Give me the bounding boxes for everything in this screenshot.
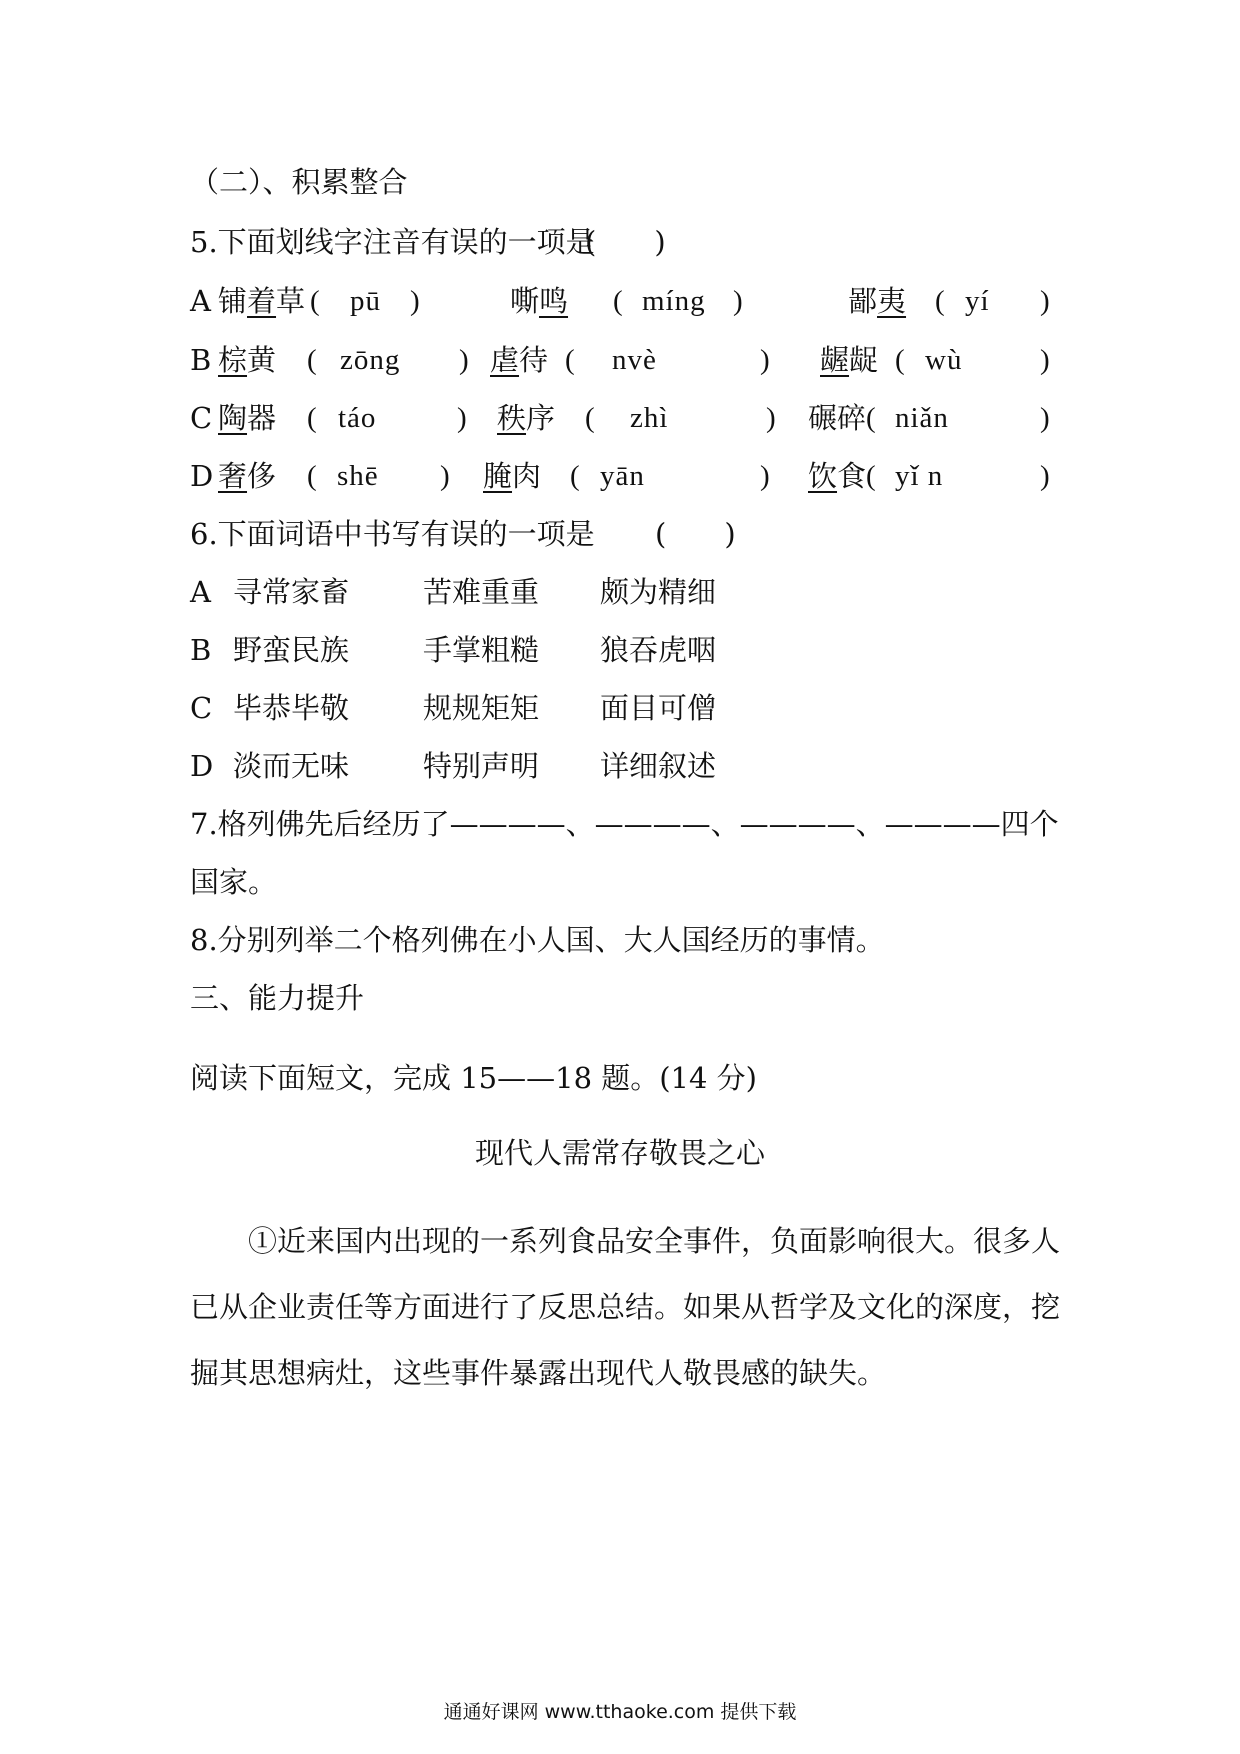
q5-option-letter: A	[190, 284, 211, 318]
q5-option-letter: B	[190, 343, 212, 377]
question-7-line1: 7.格列佛先后经历了————、————、————、————四个	[190, 807, 1059, 841]
q5-word: 碾碎	[808, 401, 867, 435]
q5-paren-close: )	[1040, 285, 1051, 317]
question-5-answer-paren: ( )	[585, 225, 666, 259]
footer-credit: 通通好课网 www.tthaoke.com 提供下载	[443, 1701, 797, 1723]
q5-paren-close: )	[410, 285, 421, 317]
q5-paren-close: )	[440, 460, 451, 492]
q6-word: 苦难重重	[423, 575, 540, 609]
q5-paren-open: (	[866, 402, 877, 434]
q6-word: 面目可僧	[600, 691, 717, 725]
q5-paren-open: (	[585, 402, 596, 434]
q5-paren-close: )	[1040, 402, 1051, 434]
q5-pinyin: niǎn	[895, 402, 949, 434]
q6-word: 手掌粗糙	[423, 633, 540, 667]
q6-word: 规规矩矩	[423, 691, 540, 725]
q5-pinyin: yǐ n	[895, 460, 944, 492]
q5-paren-open: (	[935, 285, 946, 317]
q6-word: 详细叙述	[600, 749, 717, 783]
q6-option-letter: D	[190, 749, 214, 783]
q5-pinyin: pū	[350, 285, 381, 317]
q5-paren-open: (	[565, 344, 576, 376]
q6-option-letter: A	[190, 575, 211, 609]
q5-word: 鄙夷	[848, 284, 907, 318]
q5-option-letter: C	[190, 401, 213, 435]
q5-paren-open: (	[307, 402, 318, 434]
q6-option-letter: C	[190, 691, 213, 725]
q5-paren-open: (	[895, 344, 906, 376]
q5-word: 虐待	[490, 343, 549, 377]
q5-paren-close: )	[760, 344, 771, 376]
q5-paren-open: (	[310, 285, 321, 317]
essay-title: 现代人需常存敬畏之心	[474, 1136, 765, 1170]
q5-paren-close: )	[459, 344, 470, 376]
q5-pinyin: táo	[338, 402, 377, 434]
question-7-line2: 国家。	[190, 865, 278, 899]
question-6-answer-paren: ( )	[655, 517, 736, 551]
q6-word: 寻常家畜	[233, 575, 350, 609]
q5-pinyin: míng	[642, 285, 706, 317]
q5-word: 龌龊	[820, 343, 879, 377]
q5-pinyin: wù	[925, 344, 963, 376]
q5-paren-close: )	[760, 460, 771, 492]
q5-paren-open: (	[307, 460, 318, 492]
q6-word: 毕恭毕敬	[233, 691, 350, 725]
q5-word: 秩序	[497, 401, 556, 435]
q6-option-letter: B	[190, 633, 212, 667]
q5-paren-open: (	[613, 285, 624, 317]
q6-word: 颇为精细	[600, 575, 717, 609]
q5-word: 棕黄	[218, 343, 277, 377]
q5-word: 陶器	[218, 401, 277, 435]
q5-pinyin: zhì	[630, 402, 669, 434]
q5-paren-close: )	[766, 402, 777, 434]
q6-word: 野蛮民族	[233, 633, 350, 667]
q6-word: 狼吞虎咽	[600, 633, 717, 667]
q5-paren-close: )	[457, 402, 468, 434]
q5-word: 嘶鸣	[510, 284, 569, 318]
question-6-stem: 6.下面词语中书写有误的一项是	[190, 517, 595, 551]
q5-paren-close: )	[733, 285, 744, 317]
q5-paren-open: (	[866, 460, 877, 492]
q5-pinyin: shē	[337, 460, 379, 492]
section-heading: （二）、积累整合	[190, 165, 408, 199]
q6-word: 淡而无味	[233, 749, 350, 783]
q5-pinyin: nvè	[612, 344, 657, 376]
q5-paren-open: (	[307, 344, 318, 376]
q5-word: 饮食	[808, 459, 867, 493]
q5-paren-close: )	[1040, 460, 1051, 492]
section-3-heading: 三、能力提升	[190, 981, 365, 1015]
q5-word: 腌肉	[483, 459, 542, 493]
question-5-stem: 5.下面划线字注音有误的一项是	[190, 225, 595, 259]
question-8: 8.分别列举二个格列佛在小人国、大人国经历的事情。	[190, 923, 885, 957]
reading-instruction: 阅读下面短文，完成 15——18 题。(14 分)	[190, 1061, 757, 1095]
q5-option-letter: D	[190, 459, 214, 493]
q5-paren-open: (	[570, 460, 581, 492]
q5-pinyin: yí	[965, 285, 990, 317]
q6-word: 特别声明	[423, 749, 540, 783]
q5-paren-close: )	[1040, 344, 1051, 376]
q5-word: 奢侈	[218, 459, 277, 493]
q5-pinyin: zōng	[340, 344, 401, 376]
essay-paragraph-1: ①近来国内出现的一系列食品安全事件，负面影响很大。很多人已从企业责任等方面进行了反思总结。如果从哲学及文化的深度，挖掘其思想病灶，这些事件暴露出现代人敬畏感的缺失。	[190, 1224, 1061, 1390]
q5-word: 铺着草	[218, 284, 306, 318]
q5-pinyin: yān	[600, 460, 645, 492]
